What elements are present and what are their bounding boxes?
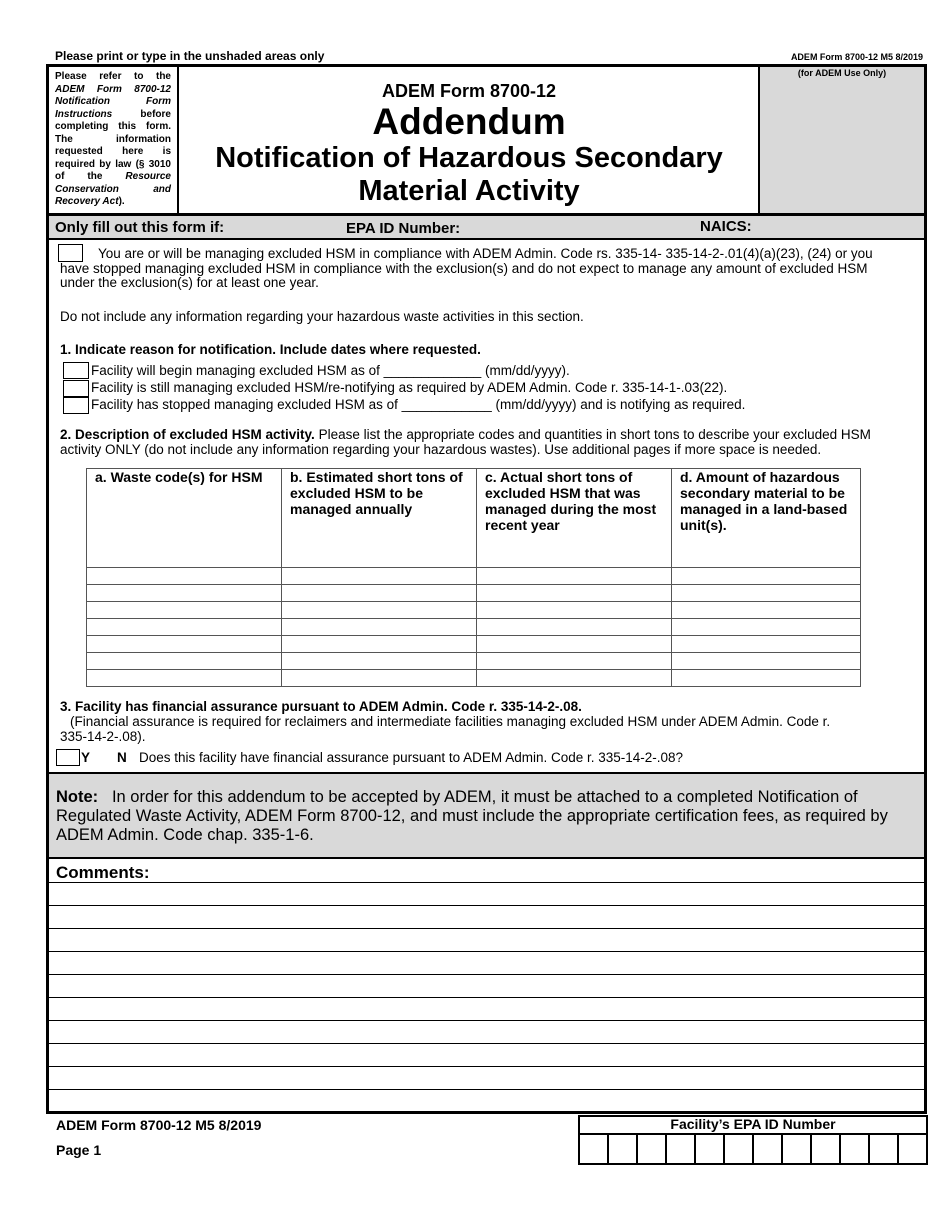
table-cell[interactable] xyxy=(87,602,282,619)
table-cell[interactable] xyxy=(87,670,282,687)
table-cell[interactable] xyxy=(477,619,672,636)
header-title-block xyxy=(180,67,758,213)
table-cell[interactable] xyxy=(282,670,477,687)
begin-managing-checkbox[interactable] xyxy=(63,362,89,379)
comment-line[interactable] xyxy=(49,997,924,998)
note-text: In order for this addendum to be accepted by ADEM, it must be attached to a completed Notification of Regulated Waste Activity, ADEM Form 8700-12, and must include the appropriate certification fees, as required by ADEM Admin. Code chap. 335-1-6. xyxy=(56,788,888,844)
table-cell[interactable] xyxy=(477,585,672,602)
table-cell[interactable] xyxy=(477,653,672,670)
table-cell[interactable] xyxy=(282,568,477,585)
table-row xyxy=(87,636,861,653)
table-cell[interactable] xyxy=(87,585,282,602)
table-cell[interactable] xyxy=(282,619,477,636)
comments-label: Comments: xyxy=(56,863,150,882)
table-cell[interactable] xyxy=(477,670,672,687)
table-row xyxy=(87,653,861,670)
table-cell[interactable] xyxy=(672,619,861,636)
table-row xyxy=(87,670,861,687)
table-cell[interactable] xyxy=(672,568,861,585)
note-box xyxy=(49,772,924,859)
subtitle-line-2: Material Activity xyxy=(358,175,580,207)
epa-id-digit-box[interactable] xyxy=(638,1135,667,1164)
epa-id-digit-box[interactable] xyxy=(870,1135,899,1164)
intro-text: You are or will be managing excluded HSM in compliance with ADEM Admin. Code rs. 335-14- 335-14-2-.01(4)(a)(23), (24) or you have stopped managing excluded HSM in compliance with the exclusion(s) and do not expect to manage any amount of excluded HSM under the exclusion(s) for at least one year. xyxy=(60,246,873,290)
epa-id-digit-box[interactable] xyxy=(899,1135,928,1164)
epa-id-digit-box[interactable] xyxy=(783,1135,812,1164)
comment-line[interactable] xyxy=(49,1020,924,1021)
comment-line[interactable] xyxy=(49,928,924,929)
top-form-id: ADEM Form 8700-12 M5 8/2019 xyxy=(790,52,923,62)
epa-id-digit-box[interactable] xyxy=(754,1135,783,1164)
still-managing-checkbox[interactable] xyxy=(63,380,89,397)
table-cell[interactable] xyxy=(477,636,672,653)
epa-id-input[interactable] xyxy=(474,218,694,236)
table-row xyxy=(87,602,861,619)
col-actual-tons: c. Actual short tons of excluded HSM that was managed during the most recent year xyxy=(477,469,672,568)
epa-id-digit-box[interactable] xyxy=(609,1135,638,1164)
footer-form-id: ADEM Form 8700-12 M5 8/2019 xyxy=(56,1117,262,1133)
comment-line[interactable] xyxy=(49,951,924,952)
financial-assurance-checkbox[interactable] xyxy=(56,749,80,766)
note-label: Note: xyxy=(56,788,99,806)
table-cell[interactable] xyxy=(87,568,282,585)
section2-description: Please list the appropriate codes and quantities in short tons to describe your excluded HSM activity ONLY (do not include any information regarding your hazardous wastes). Use additional pages if more space is needed. xyxy=(60,427,871,457)
form-label: ADEM Form 8700-12 xyxy=(381,81,557,101)
section2-heading: 2. Description of excluded HSM activity. xyxy=(60,427,315,442)
stopped-managing-checkbox[interactable] xyxy=(63,397,89,414)
epa-id-digit-box[interactable] xyxy=(841,1135,870,1164)
adem-use-box xyxy=(758,67,924,213)
epa-id-digit-box[interactable] xyxy=(667,1135,696,1164)
col-land-based-amount: d. Amount of hazardous secondary material to be managed in a land-based unit(s). xyxy=(672,469,861,568)
table-row xyxy=(87,585,861,602)
instructions-text-3: before completing this form. The information requested here is required by law (§ 3010 of the xyxy=(55,108,171,182)
col-waste-code: a. Waste code(s) for HSM xyxy=(87,469,282,568)
table-cell[interactable] xyxy=(477,602,672,619)
table-cell[interactable] xyxy=(282,585,477,602)
yes-label: Y xyxy=(81,750,91,765)
hsm-table xyxy=(86,468,861,687)
table-cell[interactable] xyxy=(477,568,672,585)
table-cell[interactable] xyxy=(282,636,477,653)
table-cell[interactable] xyxy=(672,653,861,670)
comment-line[interactable] xyxy=(49,905,924,906)
col-estimated-tons: b. Estimated short tons of excluded HSM to be managed annually xyxy=(282,469,477,568)
table-row xyxy=(87,568,861,585)
table-cell[interactable] xyxy=(282,653,477,670)
epa-id-digit-box[interactable] xyxy=(580,1135,609,1164)
table-cell[interactable] xyxy=(672,670,861,687)
table-cell[interactable] xyxy=(87,636,282,653)
section3-heading: 3. Facility has financial assurance pursuant to ADEM Admin. Code r. 335-14-2-.08. xyxy=(60,699,582,714)
instructions-text-2: ADEM Form 8700-12 Notification Form Instructions xyxy=(55,83,171,120)
comment-line[interactable] xyxy=(49,1089,924,1090)
comment-line[interactable] xyxy=(49,974,924,975)
comment-line[interactable] xyxy=(49,882,924,883)
still-managing-option: Facility is still managing excluded HSM/re-notifying as required by ADEM Admin. Code r. 335-14-1-.03(22). xyxy=(91,380,728,395)
only-fill-label: Only fill out this form if: xyxy=(55,219,225,236)
epa-id-digit-box[interactable] xyxy=(725,1135,754,1164)
table-cell[interactable] xyxy=(672,585,861,602)
comment-line[interactable] xyxy=(49,1066,924,1067)
no-label: N xyxy=(117,750,127,765)
financial-assurance-question: Does this facility have financial assurance pursuant to ADEM Admin. Code r. 335-14-2-.08? xyxy=(139,750,684,765)
stopped-managing-option: Facility has stopped managing excluded HSM as of ____________ (mm/dd/yyyy) and is notifying as required. xyxy=(91,397,746,412)
table-cell[interactable] xyxy=(87,619,282,636)
table-cell[interactable] xyxy=(672,602,861,619)
epa-id-digit-box[interactable] xyxy=(812,1135,841,1164)
adem-use-label: (for ADEM Use Only) xyxy=(797,68,887,78)
subtitle-line-1: Notification of Hazardous Secondary xyxy=(215,142,723,174)
id-bar xyxy=(49,213,924,240)
comment-line[interactable] xyxy=(49,1043,924,1044)
instructions-text-4: Resource Conservation and Recovery Act xyxy=(55,171,171,207)
table-cell[interactable] xyxy=(672,636,861,653)
epa-id-label: EPA ID Number: xyxy=(346,220,461,237)
epa-id-digit-box[interactable] xyxy=(696,1135,725,1164)
naics-label: NAICS: xyxy=(700,218,752,235)
naics-input[interactable] xyxy=(761,218,911,236)
begin-managing-option: Facility will begin managing excluded HSM as of _____________ (mm/dd/yyyy). xyxy=(91,363,570,378)
table-cell[interactable] xyxy=(282,602,477,619)
intro-do-not-include: Do not include any information regarding your hazardous waste activities in this section. xyxy=(60,309,584,324)
table-cell[interactable] xyxy=(87,653,282,670)
header-instructions xyxy=(49,67,179,213)
table-row xyxy=(87,619,861,636)
instructions-text-5: ). xyxy=(118,196,125,207)
section3-sub: (Financial assurance is required for reclaimers and intermediate facilities managing excluded HSM under ADEM Admin. Code r. 335-14-2-.08). xyxy=(60,714,831,744)
section2-text xyxy=(60,428,905,457)
section1-heading: 1. Indicate reason for notification. Include dates where requested. xyxy=(60,342,481,357)
instructions-text-1: Please refer to the xyxy=(55,71,171,82)
top-instruction: Please print or type in the unshaded areas only xyxy=(55,49,325,63)
page-title: Addendum xyxy=(372,101,566,142)
facility-epa-id-title: Facility’s EPA ID Number xyxy=(580,1116,926,1135)
hsm-table-header xyxy=(87,469,861,568)
page-number: Page 1 xyxy=(56,1142,102,1158)
